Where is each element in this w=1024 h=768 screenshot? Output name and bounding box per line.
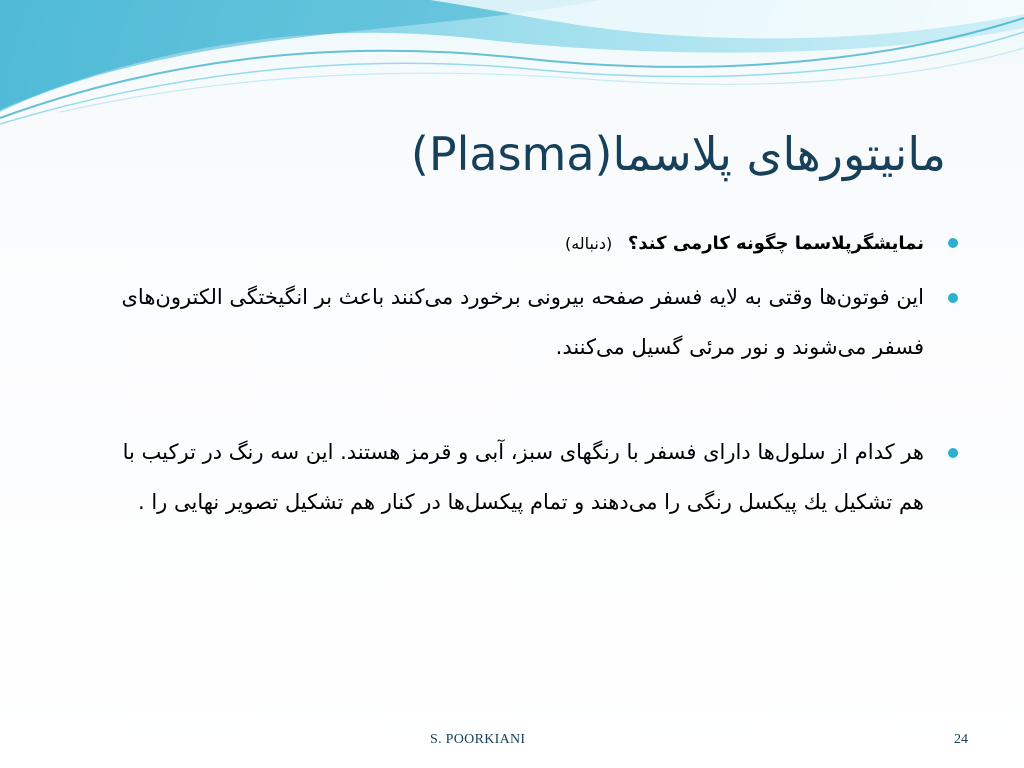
footer-author: S. POORKIANI bbox=[430, 732, 526, 747]
header-wave-decoration bbox=[0, 0, 1024, 130]
bullet-dot-icon bbox=[948, 293, 958, 303]
slide-title: مانیتورهای پلاسما(Plasma) bbox=[410, 127, 946, 181]
bullet-text: هر کدام از سلول‌ها دارای فسفر با رنگهای سبز، آبی و قرمز هستند. این سه رنگ در ترکیب با هم تشکیل یك پیکسل رنگی را می‌دهند و تمام پیکسل‌ها در کنار هم تشکیل تصویر نهایی را . bbox=[122, 440, 924, 514]
bullet-list bbox=[92, 222, 932, 527]
bullet-item-cells bbox=[92, 427, 932, 527]
bullet-dot-icon bbox=[948, 448, 958, 458]
bullet-item-photons bbox=[92, 272, 932, 372]
bullet-text: نمایشگرپلاسما چگونه کارمی کند؟ bbox=[627, 233, 924, 254]
page-number: 24 bbox=[954, 732, 968, 747]
bullet-item-question bbox=[92, 222, 932, 266]
bullet-text: این فوتون‌ها وقتی به لایه فسفر صفحه بیرونی برخورد می‌کنند باعث بر انگیختگی الکترون‌های فسفر می‌شوند و نور مرئی گسیل می‌کنند. bbox=[121, 285, 924, 359]
bullet-dot-icon bbox=[948, 238, 958, 248]
bullet-subtext: (دنباله) bbox=[564, 234, 613, 253]
